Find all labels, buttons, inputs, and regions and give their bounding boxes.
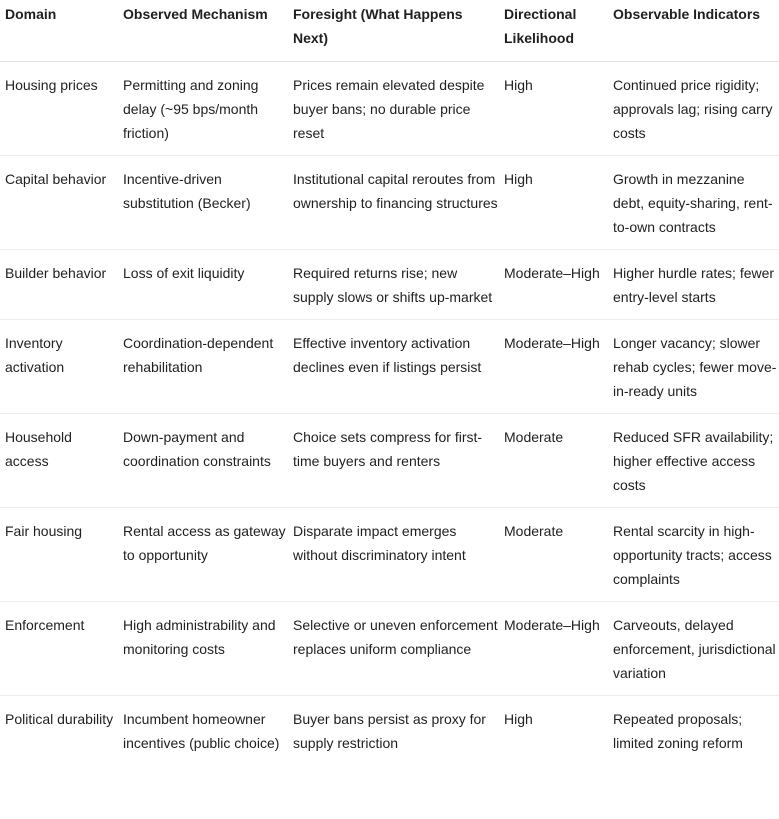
cell-indicators: Repeated proposals; limited zoning reform <box>613 711 743 751</box>
cell-domain: Fair housing <box>0 508 118 602</box>
cell-foresight: Effective inventory activation declines even if listings persist <box>288 320 499 414</box>
cell-foresight: Selective or uneven enforcement replaces uniform compliance <box>288 602 499 696</box>
cell-indicators: Reduced SFR availability; higher effective access costs <box>608 414 779 508</box>
cell-domain: Builder behavior <box>0 250 118 320</box>
cell-likelihood: Moderate–High <box>499 250 608 320</box>
cell-indicators: Continued price rigidity; approvals lag; rising carry costs <box>608 62 779 156</box>
cell-likelihood: Moderate–High <box>499 320 608 414</box>
table-row <box>0 156 779 250</box>
header-observed-mechanism: Observed Mechanism <box>118 0 288 62</box>
table-row <box>0 508 779 602</box>
cell-indicators: Higher hurdle rates; fewer entry-level starts <box>608 250 779 320</box>
cell-domain: Capital behavior <box>0 156 118 250</box>
table-row <box>0 62 779 156</box>
table-header-row <box>0 0 779 62</box>
cell-foresight: Choice sets compress for first-time buyers and renters <box>288 414 499 508</box>
cell-mechanism: Incentive-driven substitution (Becker) <box>118 156 288 250</box>
cell-likelihood: High <box>504 711 533 727</box>
cell-foresight: Institutional capital reroutes from ownership to financing structures <box>288 156 499 250</box>
table-row <box>0 696 779 760</box>
cell-mechanism: Rental access as gateway to opportunity <box>118 508 288 602</box>
cell-likelihood: High <box>499 156 608 250</box>
cell-indicators: Carveouts, delayed enforcement, jurisdictional variation <box>608 602 779 696</box>
cell-domain: Enforcement <box>0 602 118 696</box>
cell-likelihood: Moderate–High <box>499 602 608 696</box>
cell-foresight: Disparate impact emerges without discriminatory intent <box>288 508 499 602</box>
cell-foresight: Buyer bans persist as proxy for supply restriction <box>293 711 486 751</box>
cell-mechanism: Loss of exit liquidity <box>118 250 288 320</box>
header-directional-likelihood: Directional Likelihood <box>499 0 608 62</box>
cell-indicators: Rental scarcity in high-opportunity tracts; access complaints <box>608 508 779 602</box>
cell-likelihood: High <box>499 62 608 156</box>
cell-indicators: Growth in mezzanine debt, equity-sharing, rent-to-own contracts <box>608 156 779 250</box>
table-row <box>0 250 779 320</box>
cell-indicators: Longer vacancy; slower rehab cycles; fewer move-in-ready units <box>608 320 779 414</box>
cell-mechanism: Permitting and zoning delay (~95 bps/month friction) <box>118 62 288 156</box>
cell-domain: Household access <box>0 414 118 508</box>
header-domain: Domain <box>0 0 118 62</box>
table-row <box>0 414 779 508</box>
cell-mechanism: High administrability and monitoring costs <box>118 602 288 696</box>
cell-likelihood: Moderate <box>499 508 608 602</box>
cell-foresight: Prices remain elevated despite buyer bans; no durable price reset <box>288 62 499 156</box>
cell-domain: Housing prices <box>0 62 118 156</box>
cell-mechanism: Down-payment and coordination constraints <box>118 414 288 508</box>
table-row <box>0 602 779 696</box>
cell-mechanism: Coordination-dependent rehabilitation <box>118 320 288 414</box>
cell-domain: Inventory activation <box>0 320 118 414</box>
cell-domain: Political durability <box>5 711 114 727</box>
header-foresight: Foresight (What Happens Next) <box>288 0 499 62</box>
cell-mechanism: Incumbent homeowner incentives (public choice) <box>123 711 280 751</box>
cell-foresight: Required returns rise; new supply slows or shifts up-market <box>288 250 499 320</box>
header-observable-indicators: Observable Indicators <box>608 0 779 62</box>
cell-likelihood: Moderate <box>499 414 608 508</box>
table-row <box>0 320 779 414</box>
